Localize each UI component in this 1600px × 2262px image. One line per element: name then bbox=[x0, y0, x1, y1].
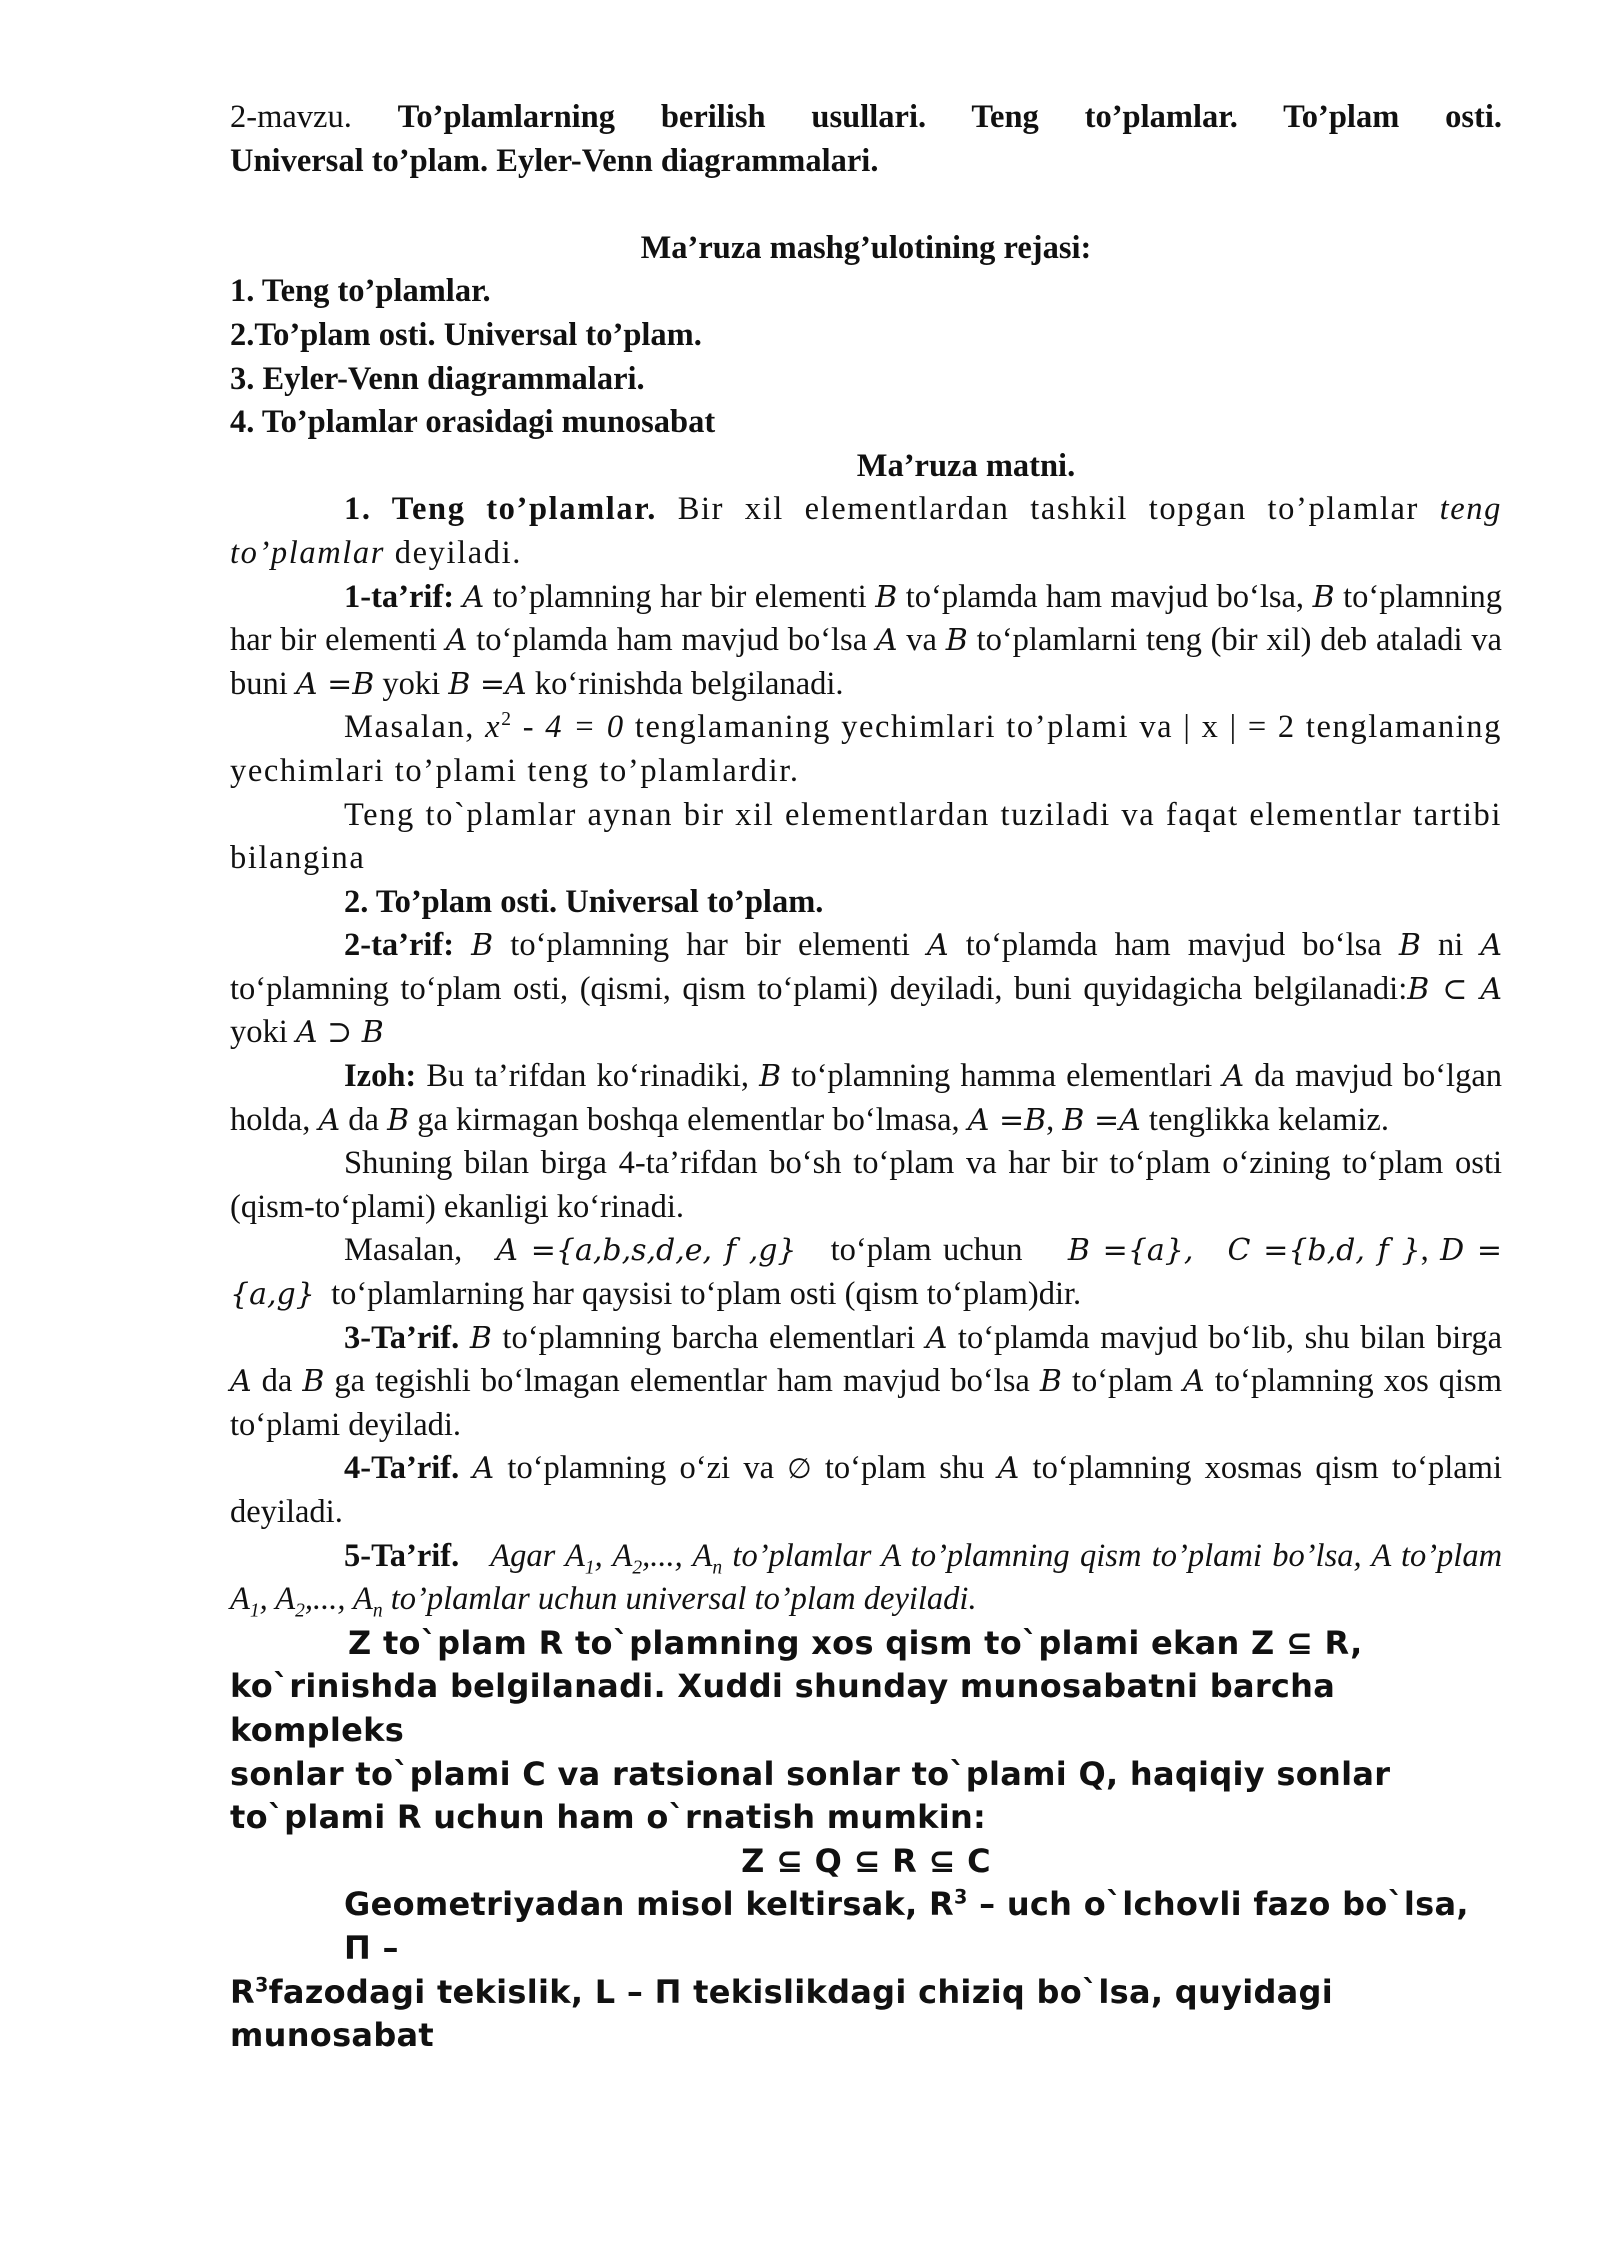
plan-item bbox=[230, 358, 1502, 402]
text-run: ga kirmagan boshqa elementlar bo‘lmasa, bbox=[409, 1101, 968, 1138]
text-run: to‘plamning to‘plam osti, (qismi, qism to‘plami) deyiladi, buni bbox=[230, 970, 1072, 1007]
text-run: ,..., A bbox=[642, 1537, 713, 1574]
math-symbol: B bbox=[471, 928, 494, 964]
math-symbol: A bbox=[1480, 928, 1502, 964]
text-line: Z to`plam R to`plamning xos qism to`plami ekan Z ⊆ R, bbox=[348, 1623, 1363, 1662]
definition1 bbox=[230, 576, 1502, 707]
math-symbol: A bbox=[462, 579, 485, 615]
text-run: to’plamlar uchun universal to’plam deyiladi. bbox=[382, 1581, 977, 1618]
text-run: yoki bbox=[230, 1014, 296, 1051]
math-symbol: A bbox=[997, 1451, 1020, 1487]
text-run: fazodagi tekislik, L – П tekislikdagi chiziq bo`lsa, quyidagi munosabat bbox=[230, 1972, 1334, 2055]
lecture-heading bbox=[230, 445, 1502, 489]
text-run: bo’lsa, A to’plam A bbox=[230, 1537, 1503, 1618]
math-symbol: B bbox=[1039, 1364, 1062, 1400]
subscript: n bbox=[712, 1557, 723, 1579]
math-subset: B ⊂ A bbox=[1407, 971, 1502, 1007]
text-run: to‘plamda mavjud bo‘lib, bbox=[947, 1319, 1295, 1356]
exponent: 2 bbox=[501, 709, 513, 731]
text-run: to’plamning har bir elementi bbox=[484, 578, 876, 615]
text-run: tenglamaning yechimlari to’plami teng to’plamlardir. bbox=[230, 709, 1502, 789]
text-run: to‘plam shu bbox=[811, 1450, 998, 1487]
subscript: 2 bbox=[295, 1600, 305, 1622]
definition4 bbox=[230, 1447, 1502, 1534]
math-symbol: B bbox=[469, 1320, 492, 1356]
text-run: – uch o`lchovli fazo bo`lsa, П – bbox=[344, 1885, 1469, 1967]
lecture-heading-text: Ma’ruza matni. bbox=[856, 447, 1076, 484]
text-run: da bbox=[340, 1101, 388, 1138]
section1-heading: 1. Teng to’plamlar. bbox=[344, 491, 658, 528]
text-run: , A bbox=[259, 1581, 296, 1618]
plan-item-text: 1. Teng to’plamlar. bbox=[230, 273, 491, 310]
text-line: sonlar to`plami C va ratsional sonlar to`plami Q, haqiqiy sonlar bbox=[230, 1754, 1391, 1793]
set-c: C ={b,d, f } bbox=[1227, 1233, 1421, 1269]
topic-title bbox=[230, 96, 1502, 140]
math-symbol: B bbox=[875, 579, 898, 615]
text-run: Geometriyadan misol keltirsak, R bbox=[344, 1885, 954, 1924]
text-run: shu bilan birga bbox=[1304, 1319, 1503, 1356]
text-run: to‘plamda ham mavjud bo‘lsa, bbox=[897, 578, 1305, 615]
math-symbol: A bbox=[472, 1451, 495, 1487]
text-run: mavjud bo‘lgan holda, bbox=[230, 1058, 1502, 1138]
text-run: tenglikka kelamiz. bbox=[1140, 1101, 1389, 1138]
math-symbol: B bbox=[302, 1364, 325, 1400]
text-run: Agar A bbox=[490, 1537, 585, 1574]
exponent: 3 bbox=[953, 1885, 968, 1909]
text-run: da bbox=[1244, 1058, 1285, 1095]
plan-item bbox=[230, 401, 1502, 445]
plan-item bbox=[230, 314, 1502, 358]
math-symbol: A bbox=[1222, 1059, 1245, 1095]
text-run: , bbox=[1420, 1232, 1429, 1269]
math-symbol: A bbox=[927, 928, 949, 964]
text-run: elementlar tartibi bilangina bbox=[230, 796, 1502, 877]
section1-term: teng to’plamlar bbox=[230, 491, 1502, 571]
set-d: D ={a,g} bbox=[230, 1233, 1503, 1313]
text-run: Masalan, bbox=[344, 1232, 463, 1269]
section1-tail: deyiladi. bbox=[385, 534, 522, 571]
plan-item-text: 3. Eyler-Venn diagrammalari. bbox=[230, 360, 645, 397]
subscript: 1 bbox=[249, 1600, 260, 1622]
math-symbol: A bbox=[875, 623, 898, 659]
text-run: to‘plamda ham mavjud bo‘lsa bbox=[948, 927, 1382, 964]
spacer bbox=[230, 183, 1502, 227]
math-symbol: B bbox=[387, 1102, 410, 1138]
math-symbol: A bbox=[1183, 1364, 1205, 1400]
definition4-label: 4-Ta’rif. bbox=[344, 1450, 460, 1487]
example2 bbox=[230, 1229, 1502, 1316]
text-run: to‘plamning barcha elementlari bbox=[491, 1319, 926, 1356]
topic-number: 2-mavzu. bbox=[230, 99, 352, 135]
text-run: to‘plamning xos qism to‘plami deyiladi. bbox=[230, 1363, 1502, 1443]
text-run: ga tegishli bo‘lmagan elementlar ham mavjud bo‘lsa bbox=[324, 1363, 1040, 1400]
text-run: belgilanadi. bbox=[691, 665, 844, 702]
geometry-line1 bbox=[230, 1883, 1502, 1970]
definition5 bbox=[230, 1535, 1502, 1622]
example1 bbox=[230, 706, 1502, 793]
empty-set-remark bbox=[230, 1142, 1502, 1229]
subset-chain: Z ⊆ Q ⊆ R ⊆ C bbox=[741, 1841, 991, 1880]
set-a: A ={a,b,s,d,e, f ,g} bbox=[496, 1233, 797, 1269]
plan-heading-text: Ma’ruza mashg’ulotining rejasi: bbox=[640, 229, 1092, 266]
math-expression: - 4 = 0 bbox=[512, 709, 625, 746]
plan-item-text: 2.To’plam osti. Universal to’plam. bbox=[230, 316, 702, 353]
subscript: 2 bbox=[632, 1557, 643, 1579]
definition5-label: 5-Ta’rif. bbox=[344, 1537, 460, 1574]
math-symbol: B bbox=[945, 623, 968, 659]
section2-heading-text: 2. To’plam osti. Universal to’plam. bbox=[344, 883, 824, 920]
definition1-label: 1-ta’rif: bbox=[344, 578, 455, 615]
text-run: da bbox=[251, 1363, 303, 1400]
exponent: 3 bbox=[254, 1972, 269, 1996]
text-run: to’plamlar A to’plamning qism to’plami bbox=[722, 1537, 1262, 1574]
math-symbol: B bbox=[1398, 928, 1421, 964]
definition2 bbox=[230, 924, 1502, 1055]
text-run: to‘plamning o‘zi va bbox=[494, 1450, 788, 1487]
math-equation: A =B bbox=[967, 1102, 1047, 1138]
text-run: to‘plamning har bir elementi bbox=[230, 578, 1503, 659]
plan-item-text: 4. To’plamlar orasidagi munosabat bbox=[230, 404, 716, 441]
text-run: yoki bbox=[374, 665, 449, 702]
text-line: to`plami R uchun ham o`rnatish mumkin: bbox=[230, 1798, 987, 1837]
definition3-label: 3-Ta’rif. bbox=[344, 1319, 460, 1356]
text-run: to‘plam bbox=[1071, 1363, 1184, 1400]
text-run: Masalan, bbox=[344, 709, 486, 746]
math-symbol: A bbox=[925, 1320, 948, 1356]
section2-heading bbox=[230, 881, 1502, 925]
math-symbol: B bbox=[1312, 579, 1335, 615]
subscript: 1 bbox=[584, 1557, 595, 1579]
text-run: R bbox=[230, 1972, 255, 2011]
math-variable: x bbox=[485, 709, 502, 746]
math-symbol: B bbox=[759, 1059, 782, 1095]
geometry-line2 bbox=[230, 1971, 1502, 2058]
text-run: qism to‘plami deyiladi. bbox=[230, 1450, 1502, 1530]
text-run: va bbox=[897, 622, 946, 659]
definition2-label: 2-ta’rif: bbox=[344, 927, 455, 964]
text-run: quyidagicha belgilanadi: bbox=[1083, 970, 1408, 1007]
plan-item bbox=[230, 270, 1502, 314]
text-run: to‘plam uchun bbox=[830, 1232, 1023, 1269]
number-sets-block bbox=[230, 1622, 1502, 2058]
topic-title-line2: Universal to’plam. Eyler-Venn diagrammalari. bbox=[230, 142, 879, 179]
text-run: ,..., A bbox=[304, 1581, 373, 1618]
subscript: n bbox=[372, 1600, 383, 1622]
text-run: to‘plamlarni teng (bir xil) deb ataladi va buni bbox=[230, 622, 1502, 702]
math-superset: A ⊃ B bbox=[295, 1015, 384, 1051]
math-equation: A =B bbox=[295, 666, 375, 702]
section1-text: Bir xil elementlardan tashkil topgan to’plamlar bbox=[657, 491, 1419, 528]
set-b: B ={a}, bbox=[1067, 1233, 1194, 1269]
definition3 bbox=[230, 1317, 1502, 1448]
text-run: to‘plamda ham mavjud bo‘lsa bbox=[467, 622, 876, 659]
text-run: to‘plamning xosmas bbox=[1019, 1450, 1303, 1487]
text-run: to‘plam osti (qism-to‘plami) ekanligi ko‘rinadi. bbox=[230, 1145, 1503, 1225]
text-line: ko`rinishda belgilanadi. Xuddi shunday munosabatni barcha kompleks bbox=[230, 1667, 1336, 1749]
math-symbol: A bbox=[318, 1102, 341, 1138]
text-run: Teng to`plamlar aynan bir xil elementlardan tuziladi va faqat bbox=[344, 796, 1239, 833]
math-equation: B =A bbox=[448, 666, 527, 702]
plan-heading bbox=[230, 227, 1502, 271]
section1-paragraph bbox=[230, 488, 1502, 575]
text-run: to‘plamning har bir elementi bbox=[493, 927, 928, 964]
remark-label: Izoh: bbox=[344, 1058, 417, 1095]
text-run: to‘plamning hamma elementlari bbox=[781, 1058, 1223, 1095]
text-run: Shuning bilan birga 4-ta’rifdan bo‘sh to‘plam va har bir to‘plam o‘zining bbox=[344, 1145, 1331, 1182]
text-run: ko‘rinishda bbox=[526, 665, 683, 702]
note-equal-sets bbox=[230, 794, 1502, 881]
text-run: to‘plamlarning har qaysisi to‘plam osti (qism to‘plam)dir. bbox=[331, 1276, 1082, 1313]
remark: Izoh: Bu ta’rifdan ko‘rinadiki, B to‘plamning hamma elementlari A da mavjud bo‘lgan holda, A da B ga kirmagan boshqa elementlar bo‘lmasa, A =B, B =A tenglikka kelamiz. bbox=[230, 1058, 1502, 1138]
topic-title-cont bbox=[230, 140, 1502, 184]
math-equation: B =A bbox=[1062, 1102, 1141, 1138]
math-symbol: A bbox=[445, 623, 468, 659]
topic-title-line1: To’plamlarning berilish usullari. Teng to’plamlar. To’plam osti. bbox=[397, 99, 1502, 135]
text-run: Bu ta’rifdan ko‘rinadiki, bbox=[416, 1058, 760, 1095]
math-symbol: A bbox=[230, 1364, 252, 1400]
text-run: , A bbox=[594, 1537, 633, 1574]
empty-set-symbol: ∅ bbox=[787, 1452, 812, 1486]
text-run: ni bbox=[1420, 927, 1481, 964]
text-run: tenglamaning yechimlari to’plami va | x | = 2 bbox=[624, 709, 1296, 746]
